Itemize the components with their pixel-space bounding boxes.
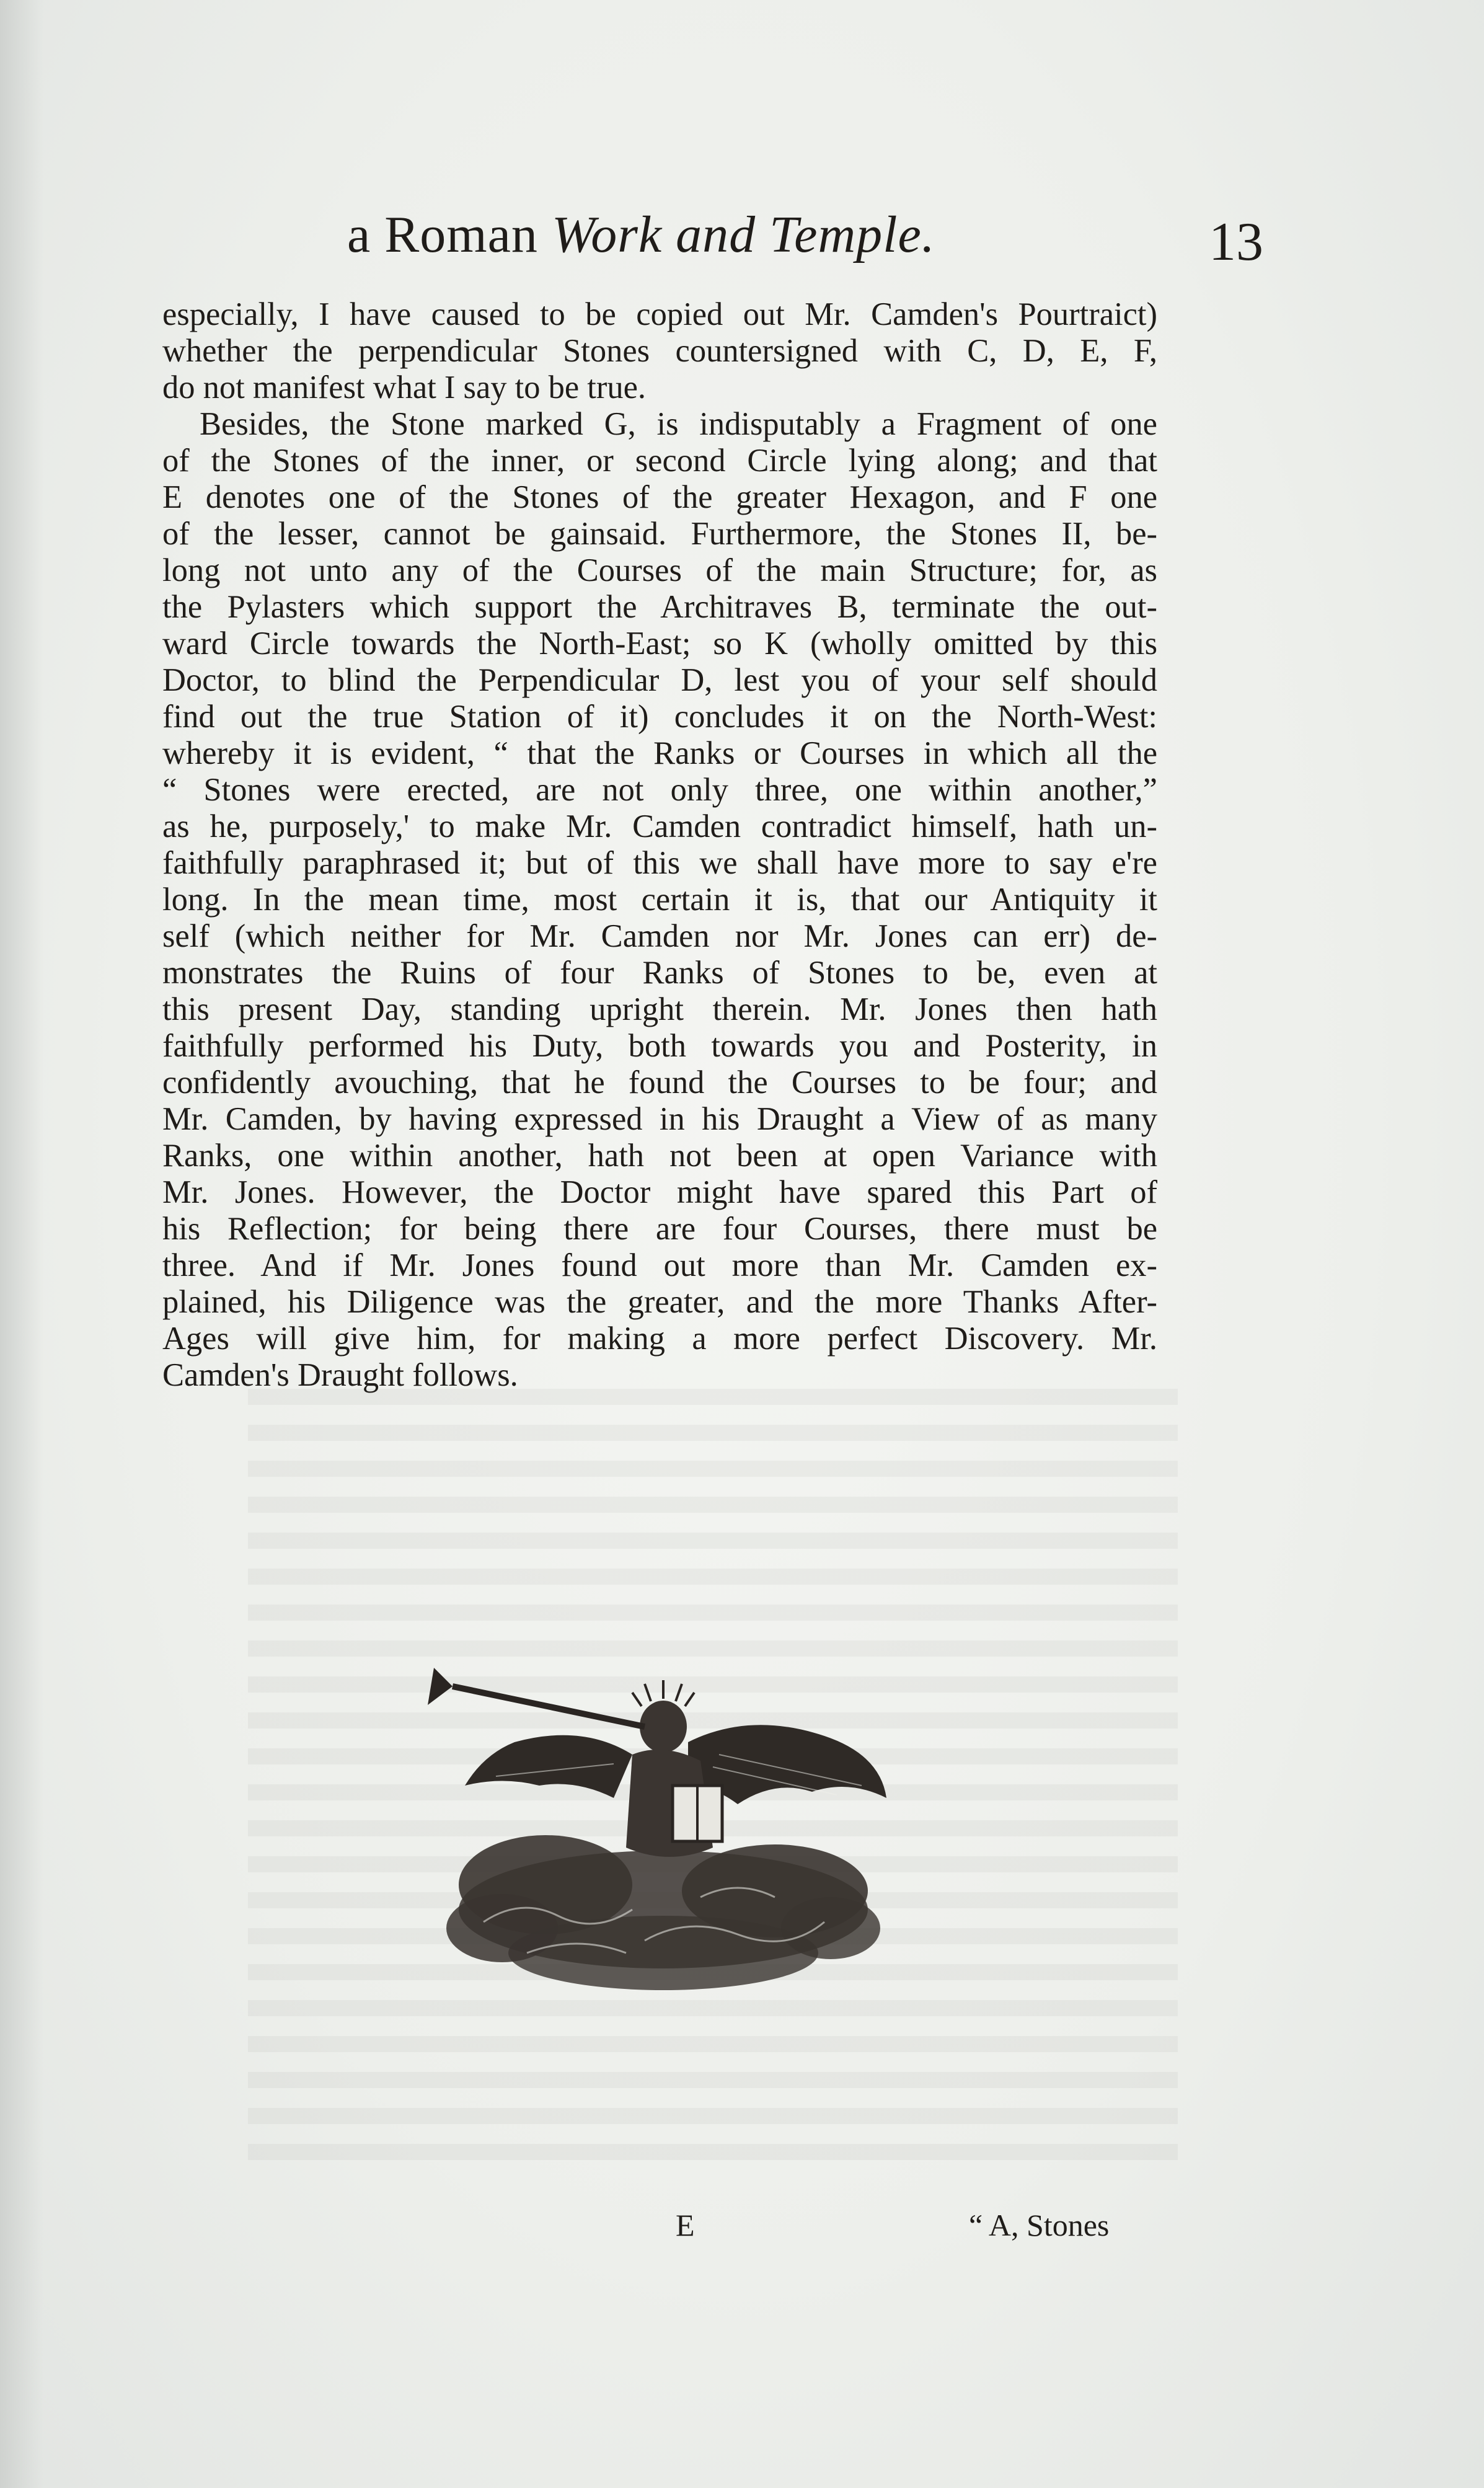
- trumpet-icon: [428, 1668, 645, 1727]
- text-line: self (which neither for Mr. Camden nor Mr. Jones can err) de-: [162, 918, 1157, 954]
- running-head-roman: a Roman: [347, 206, 552, 263]
- cloud-icon: [446, 1835, 880, 1990]
- text-line: do not manifest what I say to be true.: [162, 370, 647, 405]
- text-line: whereby it is evident, “ that the Ranks or Courses in which all the: [162, 735, 1157, 771]
- body-text: [162, 296, 1157, 1394]
- text-line: Ranks, one within another, hath not been at open Variance with: [162, 1138, 1157, 1174]
- text-line: Mr. Jones. However, the Doctor might have spared this Part of: [162, 1174, 1157, 1210]
- text-line: ward Circle towards the North-East; so K (wholly omitted by this: [162, 626, 1157, 662]
- signature-mark: E: [676, 2208, 695, 2242]
- text-line: “ Stones were erected, are not only three, one within another,”: [162, 772, 1157, 808]
- text-line: long not unto any of the Courses of the main Structure; for, as: [162, 552, 1157, 588]
- text-line: as he, purposely,' to make Mr. Camden contradict himself, hath un-: [162, 808, 1157, 844]
- text-line: the Pylasters which support the Architraves B, terminate the out-: [162, 589, 1157, 625]
- text-line: E denotes one of the Stones of the greater Hexagon, and F one: [162, 479, 1157, 515]
- text-line: his Reflection; for being there are four Courses, there must be: [162, 1211, 1157, 1247]
- catchword: “ A, Stones: [969, 2208, 1110, 2242]
- running-head: [347, 205, 935, 265]
- text-line: especially, I have caused to be copied out Mr. Camden's Pourtraict): [162, 296, 1157, 332]
- text-line: confidently avouching, that he found the Courses to be four; and: [162, 1065, 1157, 1100]
- page-number: 13: [1209, 212, 1263, 272]
- trumpeting-angel-woodcut-icon: [428, 1662, 899, 1996]
- text-line: whether the perpendicular Stones countersigned with C, D, E, F,: [162, 333, 1157, 369]
- text-line: Mr. Camden, by having expressed in his Draught a View of as many: [162, 1101, 1157, 1137]
- text-line: monstrates the Ruins of four Ranks of Stones to be, even at: [162, 955, 1157, 991]
- text-line: of the Stones of the inner, or second Circle lying along; and that: [162, 443, 1157, 479]
- text-line: plained, his Diligence was the greater, and the more Thanks After-: [162, 1284, 1157, 1320]
- text-line: Besides, the Stone marked G, is indisputably a Fragment of one: [200, 406, 1157, 442]
- text-line: faithfully paraphrased it; but of this we shall have more to say e're: [162, 845, 1157, 881]
- text-line: faithfully performed his Duty, both towards you and Posterity, in: [162, 1028, 1157, 1064]
- text-line: Ages will give him, for making a more perfect Discovery. Mr.: [162, 1321, 1157, 1357]
- text-line: three. And if Mr. Jones found out more than Mr. Camden ex-: [162, 1247, 1157, 1283]
- text-line: long. In the mean time, most certain it is, that our Antiquity it: [162, 882, 1157, 918]
- running-head-italic: Work and Temple.: [551, 206, 935, 263]
- text-line: Doctor, to blind the Perpendicular D, lest you of your self should: [162, 662, 1157, 698]
- text-line: of the lesser, cannot be gainsaid. Furthermore, the Stones II, be-: [162, 516, 1157, 552]
- text-line: find out the true Station of it) concludes it on the North-West:: [162, 699, 1157, 735]
- text-line: Camden's Draught follows.: [162, 1357, 518, 1393]
- gutter-shadow: [0, 0, 43, 2488]
- text-line: this present Day, standing upright therein. Mr. Jones then hath: [162, 991, 1157, 1027]
